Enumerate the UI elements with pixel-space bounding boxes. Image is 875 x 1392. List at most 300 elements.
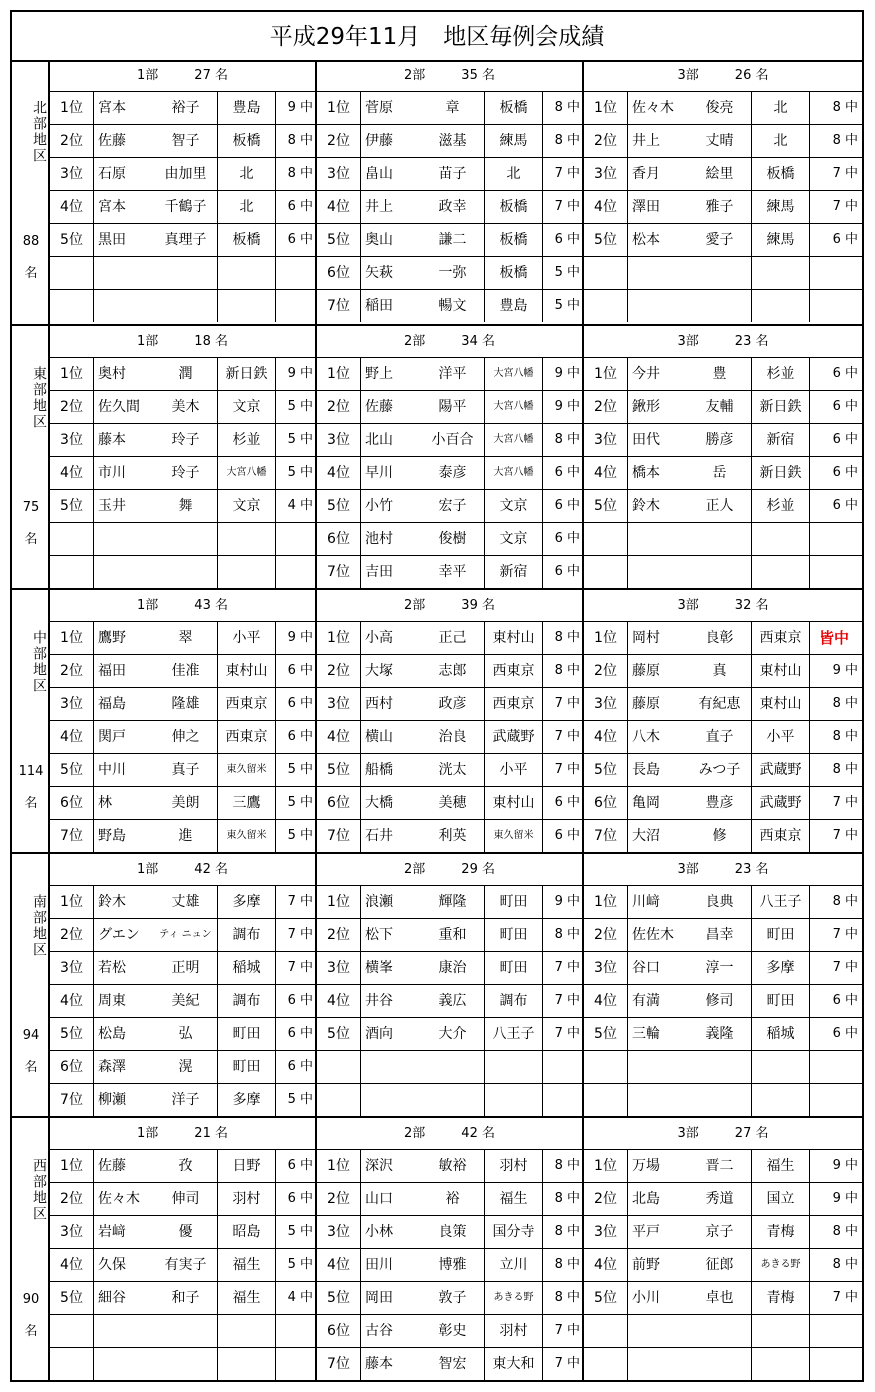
rank-cell: 1位 bbox=[317, 92, 361, 124]
table-row bbox=[584, 985, 862, 1018]
score-cell: 5 中 bbox=[287, 828, 313, 843]
rank-cell: 6位 bbox=[50, 1051, 94, 1083]
given-name-cell: ティ ニュン bbox=[154, 919, 218, 951]
given-name-cell: 泰彦 bbox=[421, 457, 485, 489]
rank-cell: 4位 bbox=[584, 457, 628, 489]
given-name-cell: 丈晴 bbox=[688, 125, 752, 157]
surname-cell: 佐久間 bbox=[98, 399, 140, 415]
surname-cell: 小高 bbox=[365, 630, 393, 646]
division-count: 21 名 bbox=[194, 1126, 228, 1141]
surname-cell: 中川 bbox=[98, 762, 126, 778]
club-cell: あきる野 bbox=[485, 1282, 543, 1314]
score-cell: 6 中 bbox=[287, 232, 313, 247]
rank-cell: 5位 bbox=[317, 1282, 361, 1314]
surname-cell: 森澤 bbox=[98, 1059, 126, 1075]
table-row bbox=[50, 1315, 315, 1348]
club-cell bbox=[752, 1051, 810, 1083]
rank-cell: 1位 bbox=[584, 622, 628, 654]
club-cell bbox=[218, 257, 276, 289]
rank-cell bbox=[50, 1315, 94, 1347]
table-row bbox=[584, 1018, 862, 1051]
division-2 bbox=[317, 60, 584, 324]
club-cell bbox=[752, 523, 810, 555]
score-cell: 5 中 bbox=[287, 432, 313, 447]
given-name-cell: 陽平 bbox=[421, 391, 485, 423]
given-name-cell: 洋平 bbox=[421, 358, 485, 390]
table-row bbox=[50, 985, 315, 1018]
club-cell: 国立 bbox=[752, 1183, 810, 1215]
division-count: 29 名 bbox=[461, 862, 495, 877]
surname-cell: 酒向 bbox=[365, 1026, 393, 1042]
table-row bbox=[50, 523, 315, 556]
given-name-cell: 弘 bbox=[154, 1018, 218, 1050]
score-cell: 7 中 bbox=[554, 696, 580, 711]
score-cell: 6 中 bbox=[554, 795, 580, 810]
table-row bbox=[584, 688, 862, 721]
table-row bbox=[317, 257, 582, 290]
given-name-cell bbox=[154, 1315, 218, 1347]
given-name-cell: 志郎 bbox=[421, 655, 485, 687]
table-row bbox=[50, 158, 315, 191]
score-cell: 6 中 bbox=[832, 366, 858, 381]
club-cell: 福生 bbox=[218, 1249, 276, 1281]
given-name-cell: 翠 bbox=[154, 622, 218, 654]
score-cell: 9 中 bbox=[554, 399, 580, 414]
club-cell: 日野 bbox=[218, 1150, 276, 1182]
rank-cell: 1位 bbox=[50, 358, 94, 390]
score-cell: 8 中 bbox=[554, 1224, 580, 1239]
club-cell: 立川 bbox=[485, 1249, 543, 1281]
table-row bbox=[584, 787, 862, 820]
rank-cell bbox=[584, 290, 628, 322]
club-cell: 杉並 bbox=[752, 490, 810, 522]
rank-cell: 2位 bbox=[584, 125, 628, 157]
table-row bbox=[50, 125, 315, 158]
score-cell: 6 中 bbox=[287, 729, 313, 744]
division-header bbox=[50, 60, 315, 92]
surname-cell: 大橋 bbox=[365, 795, 393, 811]
division-1 bbox=[50, 326, 317, 588]
given-name-cell bbox=[688, 523, 752, 555]
division-count: 34 名 bbox=[461, 334, 495, 349]
table-row bbox=[317, 1216, 582, 1249]
table-row bbox=[317, 655, 582, 688]
rank-cell: 1位 bbox=[317, 1150, 361, 1182]
rank-cell: 7位 bbox=[317, 1348, 361, 1380]
score-cell: 7 中 bbox=[554, 199, 580, 214]
surname-cell: 松下 bbox=[365, 927, 393, 943]
table-row bbox=[50, 688, 315, 721]
club-cell: 新宿 bbox=[485, 556, 543, 588]
surname-cell: 福島 bbox=[98, 696, 126, 712]
table-row bbox=[584, 1216, 862, 1249]
score-cell: 8 中 bbox=[554, 630, 580, 645]
score-cell: 8 中 bbox=[832, 100, 858, 115]
score-cell: 8 中 bbox=[554, 1191, 580, 1206]
given-name-cell: 有実子 bbox=[154, 1249, 218, 1281]
club-cell: 国分寺 bbox=[485, 1216, 543, 1248]
rank-cell: 3位 bbox=[50, 158, 94, 190]
division-header bbox=[50, 590, 315, 622]
club-cell: 西東京 bbox=[485, 688, 543, 720]
score-cell: 8 中 bbox=[554, 663, 580, 678]
rank-cell: 5位 bbox=[584, 490, 628, 522]
given-name-cell: 真 bbox=[688, 655, 752, 687]
division-header bbox=[584, 854, 862, 886]
club-cell: 町田 bbox=[485, 919, 543, 951]
table-row bbox=[584, 424, 862, 457]
score-cell: 7 中 bbox=[554, 993, 580, 1008]
given-name-cell: 玲子 bbox=[154, 424, 218, 456]
rank-cell: 2位 bbox=[50, 125, 94, 157]
score-cell: 5 中 bbox=[287, 795, 313, 810]
club-cell: 板橋 bbox=[485, 224, 543, 256]
rank-cell: 6位 bbox=[317, 523, 361, 555]
table-row bbox=[50, 1183, 315, 1216]
region-name: 南部地区 bbox=[31, 894, 47, 958]
surname-cell bbox=[361, 1084, 421, 1116]
club-cell: 練馬 bbox=[752, 224, 810, 256]
rank-cell: 1位 bbox=[584, 1150, 628, 1182]
club-cell: 西東京 bbox=[485, 655, 543, 687]
club-cell: 小平 bbox=[485, 754, 543, 786]
rank-cell: 2位 bbox=[584, 919, 628, 951]
club-cell: 武蔵野 bbox=[752, 754, 810, 786]
given-name-cell: 政彦 bbox=[421, 688, 485, 720]
division-1 bbox=[50, 854, 317, 1116]
rank-cell: 2位 bbox=[317, 919, 361, 951]
surname-cell: 有満 bbox=[632, 993, 660, 1009]
score-cell: 6 中 bbox=[287, 1191, 313, 1206]
surname-cell: 早川 bbox=[365, 465, 393, 481]
table-row bbox=[584, 820, 862, 853]
rank-cell: 5位 bbox=[317, 490, 361, 522]
table-row bbox=[50, 556, 315, 589]
club-cell: 北 bbox=[218, 158, 276, 190]
table-row bbox=[584, 92, 862, 125]
rank-cell: 1位 bbox=[584, 886, 628, 918]
rank-cell: 4位 bbox=[50, 1249, 94, 1281]
table-row bbox=[50, 787, 315, 820]
score-cell: 5 中 bbox=[287, 1092, 313, 1107]
club-cell: 北 bbox=[752, 125, 810, 157]
given-name-cell: 俊樹 bbox=[421, 523, 485, 555]
division-label: 1部 bbox=[137, 862, 159, 877]
club-cell: 文京 bbox=[485, 523, 543, 555]
surname-cell: 西村 bbox=[365, 696, 393, 712]
given-name-cell: 真子 bbox=[154, 754, 218, 786]
table-row bbox=[584, 125, 862, 158]
table-row bbox=[317, 424, 582, 457]
club-cell: 大宮八幡 bbox=[218, 457, 276, 489]
given-name-cell: 進 bbox=[154, 820, 218, 852]
given-name-cell: 正己 bbox=[421, 622, 485, 654]
rank-cell: 3位 bbox=[584, 158, 628, 190]
club-cell: 稲城 bbox=[752, 1018, 810, 1050]
rank-cell: 4位 bbox=[317, 191, 361, 223]
club-cell: 稲城 bbox=[218, 952, 276, 984]
surname-cell: 井上 bbox=[632, 133, 660, 149]
club-cell: 調布 bbox=[218, 919, 276, 951]
surname-cell: 谷口 bbox=[632, 960, 660, 976]
club-cell: 東村山 bbox=[485, 622, 543, 654]
surname-cell: 万場 bbox=[632, 1158, 660, 1174]
given-name-cell: 由加里 bbox=[154, 158, 218, 190]
division-label: 2部 bbox=[404, 334, 426, 349]
table-row bbox=[317, 191, 582, 224]
table-row bbox=[317, 622, 582, 655]
rank-cell: 5位 bbox=[50, 1018, 94, 1050]
surname-cell: 佐々木 bbox=[632, 100, 674, 116]
division-header bbox=[317, 326, 582, 358]
score-cell: 7 中 bbox=[554, 166, 580, 181]
surname-cell: 澤田 bbox=[632, 199, 660, 215]
score-cell: 8 中 bbox=[287, 166, 313, 181]
table-row bbox=[584, 257, 862, 290]
table-row bbox=[317, 1183, 582, 1216]
surname-cell bbox=[628, 1348, 688, 1380]
score-cell bbox=[276, 556, 317, 588]
surname-cell: 黒田 bbox=[98, 232, 126, 248]
table-row bbox=[50, 1348, 315, 1381]
score-cell: 9 中 bbox=[832, 663, 858, 678]
score-cell bbox=[810, 1051, 862, 1083]
surname-cell: 井谷 bbox=[365, 993, 393, 1009]
surname-cell: 佐藤 bbox=[365, 399, 393, 415]
surname-cell: 大塚 bbox=[365, 663, 393, 679]
surname-cell: 松島 bbox=[98, 1026, 126, 1042]
table-row bbox=[317, 1282, 582, 1315]
table-row bbox=[584, 224, 862, 257]
rank-cell: 5位 bbox=[50, 224, 94, 256]
rank-cell: 7位 bbox=[584, 820, 628, 852]
rank-cell bbox=[50, 556, 94, 588]
rank-cell: 4位 bbox=[584, 191, 628, 223]
score-cell: 7 中 bbox=[554, 1026, 580, 1041]
score-cell: 8 中 bbox=[554, 1257, 580, 1272]
surname-cell: 横山 bbox=[365, 729, 393, 745]
score-cell: 8 中 bbox=[554, 100, 580, 115]
score-cell: 4 中 bbox=[287, 498, 313, 513]
table-row bbox=[317, 490, 582, 523]
score-cell: 8 中 bbox=[554, 1290, 580, 1305]
score-cell bbox=[276, 290, 317, 322]
score-cell bbox=[276, 1348, 317, 1380]
surname-cell: 林 bbox=[98, 795, 112, 811]
surname-cell bbox=[361, 1051, 421, 1083]
rank-cell: 6位 bbox=[317, 1315, 361, 1347]
division-1 bbox=[50, 1118, 317, 1380]
rank-cell: 5位 bbox=[50, 490, 94, 522]
score-cell: 6 中 bbox=[554, 564, 580, 579]
score-cell: 8 中 bbox=[832, 762, 858, 777]
surname-cell: 横峯 bbox=[365, 960, 393, 976]
given-name-cell: 智子 bbox=[154, 125, 218, 157]
score-cell: 9 中 bbox=[832, 1158, 858, 1173]
given-name-cell: 義隆 bbox=[688, 1018, 752, 1050]
club-cell bbox=[485, 1051, 543, 1083]
score-cell bbox=[276, 523, 317, 555]
division-header bbox=[584, 590, 862, 622]
rank-cell: 4位 bbox=[50, 721, 94, 753]
table-row bbox=[50, 952, 315, 985]
division-1 bbox=[50, 590, 317, 852]
score-cell: 6 中 bbox=[832, 993, 858, 1008]
table-row bbox=[584, 919, 862, 952]
table-row bbox=[317, 556, 582, 589]
given-name-cell: 千鶴子 bbox=[154, 191, 218, 223]
score-cell: 5 中 bbox=[287, 465, 313, 480]
score-cell: 9 中 bbox=[287, 630, 313, 645]
region-name: 北部地区 bbox=[31, 100, 47, 164]
table-row bbox=[50, 1018, 315, 1051]
surname-cell: 野上 bbox=[365, 366, 393, 382]
score-cell: 7 中 bbox=[832, 960, 858, 975]
table-row bbox=[50, 257, 315, 290]
rank-cell bbox=[317, 1051, 361, 1083]
rank-cell: 5位 bbox=[584, 754, 628, 786]
results-sheet bbox=[10, 10, 864, 1382]
given-name-cell: 重和 bbox=[421, 919, 485, 951]
club-cell: 板橋 bbox=[752, 158, 810, 190]
given-name-cell: 伸司 bbox=[154, 1183, 218, 1215]
score-cell: 7 中 bbox=[554, 960, 580, 975]
club-cell: 福生 bbox=[218, 1282, 276, 1314]
surname-cell bbox=[628, 1051, 688, 1083]
division-label: 3部 bbox=[677, 68, 699, 83]
score-cell: 6 中 bbox=[832, 498, 858, 513]
score-cell: 6 中 bbox=[287, 199, 313, 214]
rank-cell: 6位 bbox=[317, 257, 361, 289]
rank-cell: 4位 bbox=[50, 191, 94, 223]
score-cell: 5 中 bbox=[554, 265, 580, 280]
surname-cell: 市川 bbox=[98, 465, 126, 481]
rank-cell: 1位 bbox=[50, 622, 94, 654]
division-label: 3部 bbox=[677, 334, 699, 349]
table-row bbox=[584, 1315, 862, 1348]
given-name-cell: 美朗 bbox=[154, 787, 218, 819]
surname-cell: 井上 bbox=[365, 199, 393, 215]
surname-cell: 関戸 bbox=[98, 729, 126, 745]
score-cell: 7 中 bbox=[832, 828, 858, 843]
club-cell: 町田 bbox=[752, 985, 810, 1017]
region-block bbox=[12, 324, 862, 588]
rank-cell: 3位 bbox=[584, 952, 628, 984]
club-cell: 町田 bbox=[485, 952, 543, 984]
surname-cell: 浪瀬 bbox=[365, 894, 393, 910]
region-total-unit: 名 bbox=[24, 1324, 38, 1339]
region-block bbox=[12, 60, 862, 324]
club-cell bbox=[752, 1084, 810, 1116]
rank-cell: 5位 bbox=[317, 1018, 361, 1050]
rank-cell: 2位 bbox=[50, 391, 94, 423]
rank-cell: 7位 bbox=[50, 820, 94, 852]
rank-cell: 2位 bbox=[584, 391, 628, 423]
score-cell: 7 中 bbox=[554, 1356, 580, 1371]
division-2 bbox=[317, 1118, 584, 1380]
division-3 bbox=[584, 1118, 862, 1380]
given-name-cell: 卓也 bbox=[688, 1282, 752, 1314]
table-row bbox=[317, 358, 582, 391]
rank-cell: 4位 bbox=[317, 985, 361, 1017]
club-cell: 板橋 bbox=[485, 257, 543, 289]
surname-cell: 山口 bbox=[365, 1191, 393, 1207]
score-cell: 6 中 bbox=[287, 663, 313, 678]
score-cell: 7 中 bbox=[832, 199, 858, 214]
table-row bbox=[50, 721, 315, 754]
club-cell: 青梅 bbox=[752, 1216, 810, 1248]
score-cell bbox=[276, 257, 317, 289]
score-cell: 8 中 bbox=[832, 729, 858, 744]
club-cell: 町田 bbox=[485, 886, 543, 918]
surname-cell: 岡村 bbox=[632, 630, 660, 646]
club-cell: 武蔵野 bbox=[485, 721, 543, 753]
club-cell: 東村山 bbox=[218, 655, 276, 687]
rank-cell bbox=[50, 523, 94, 555]
rank-cell bbox=[584, 556, 628, 588]
surname-cell: 鈴木 bbox=[98, 894, 126, 910]
score-cell: 7 中 bbox=[554, 1323, 580, 1338]
division-3 bbox=[584, 854, 862, 1116]
club-cell: 福生 bbox=[752, 1150, 810, 1182]
surname-cell: 田代 bbox=[632, 432, 660, 448]
division-count: 27 名 bbox=[194, 68, 228, 83]
region-total: 90 bbox=[22, 1292, 40, 1307]
table-row bbox=[584, 358, 862, 391]
surname-cell bbox=[628, 1315, 688, 1347]
score-cell: 7 中 bbox=[287, 894, 313, 909]
surname-cell: 小竹 bbox=[365, 498, 393, 514]
score-cell bbox=[276, 1315, 317, 1347]
region-block bbox=[12, 588, 862, 852]
table-row bbox=[584, 1249, 862, 1282]
rank-cell: 4位 bbox=[584, 1249, 628, 1281]
rank-cell: 4位 bbox=[317, 1249, 361, 1281]
surname-cell: 亀岡 bbox=[632, 795, 660, 811]
score-cell: 9 中 bbox=[554, 366, 580, 381]
score-cell: 5 中 bbox=[287, 1257, 313, 1272]
given-name-cell: 治良 bbox=[421, 721, 485, 753]
table-row bbox=[317, 523, 582, 556]
score-cell: 7 中 bbox=[287, 927, 313, 942]
club-cell bbox=[752, 1315, 810, 1347]
region-name: 西部地区 bbox=[31, 1158, 47, 1222]
surname-cell: 平戸 bbox=[632, 1224, 660, 1240]
surname-cell: 北山 bbox=[365, 432, 393, 448]
division-label: 2部 bbox=[404, 68, 426, 83]
surname-cell: 鈴木 bbox=[632, 498, 660, 514]
given-name-cell: 洋子 bbox=[154, 1084, 218, 1116]
table-row bbox=[50, 224, 315, 257]
surname-cell bbox=[94, 257, 154, 289]
club-cell: 豊島 bbox=[218, 92, 276, 124]
table-row bbox=[317, 1315, 582, 1348]
club-cell: 西東京 bbox=[752, 820, 810, 852]
surname-cell bbox=[94, 523, 154, 555]
surname-cell bbox=[628, 1084, 688, 1116]
given-name-cell: 勝彦 bbox=[688, 424, 752, 456]
rank-cell: 2位 bbox=[317, 125, 361, 157]
table-row bbox=[50, 358, 315, 391]
table-row bbox=[317, 125, 582, 158]
table-row bbox=[50, 391, 315, 424]
region-total-unit: 名 bbox=[24, 266, 38, 281]
given-name-cell: 昌幸 bbox=[688, 919, 752, 951]
table-row bbox=[584, 952, 862, 985]
given-name-cell: 良典 bbox=[688, 886, 752, 918]
club-cell bbox=[218, 523, 276, 555]
table-row bbox=[584, 622, 862, 655]
